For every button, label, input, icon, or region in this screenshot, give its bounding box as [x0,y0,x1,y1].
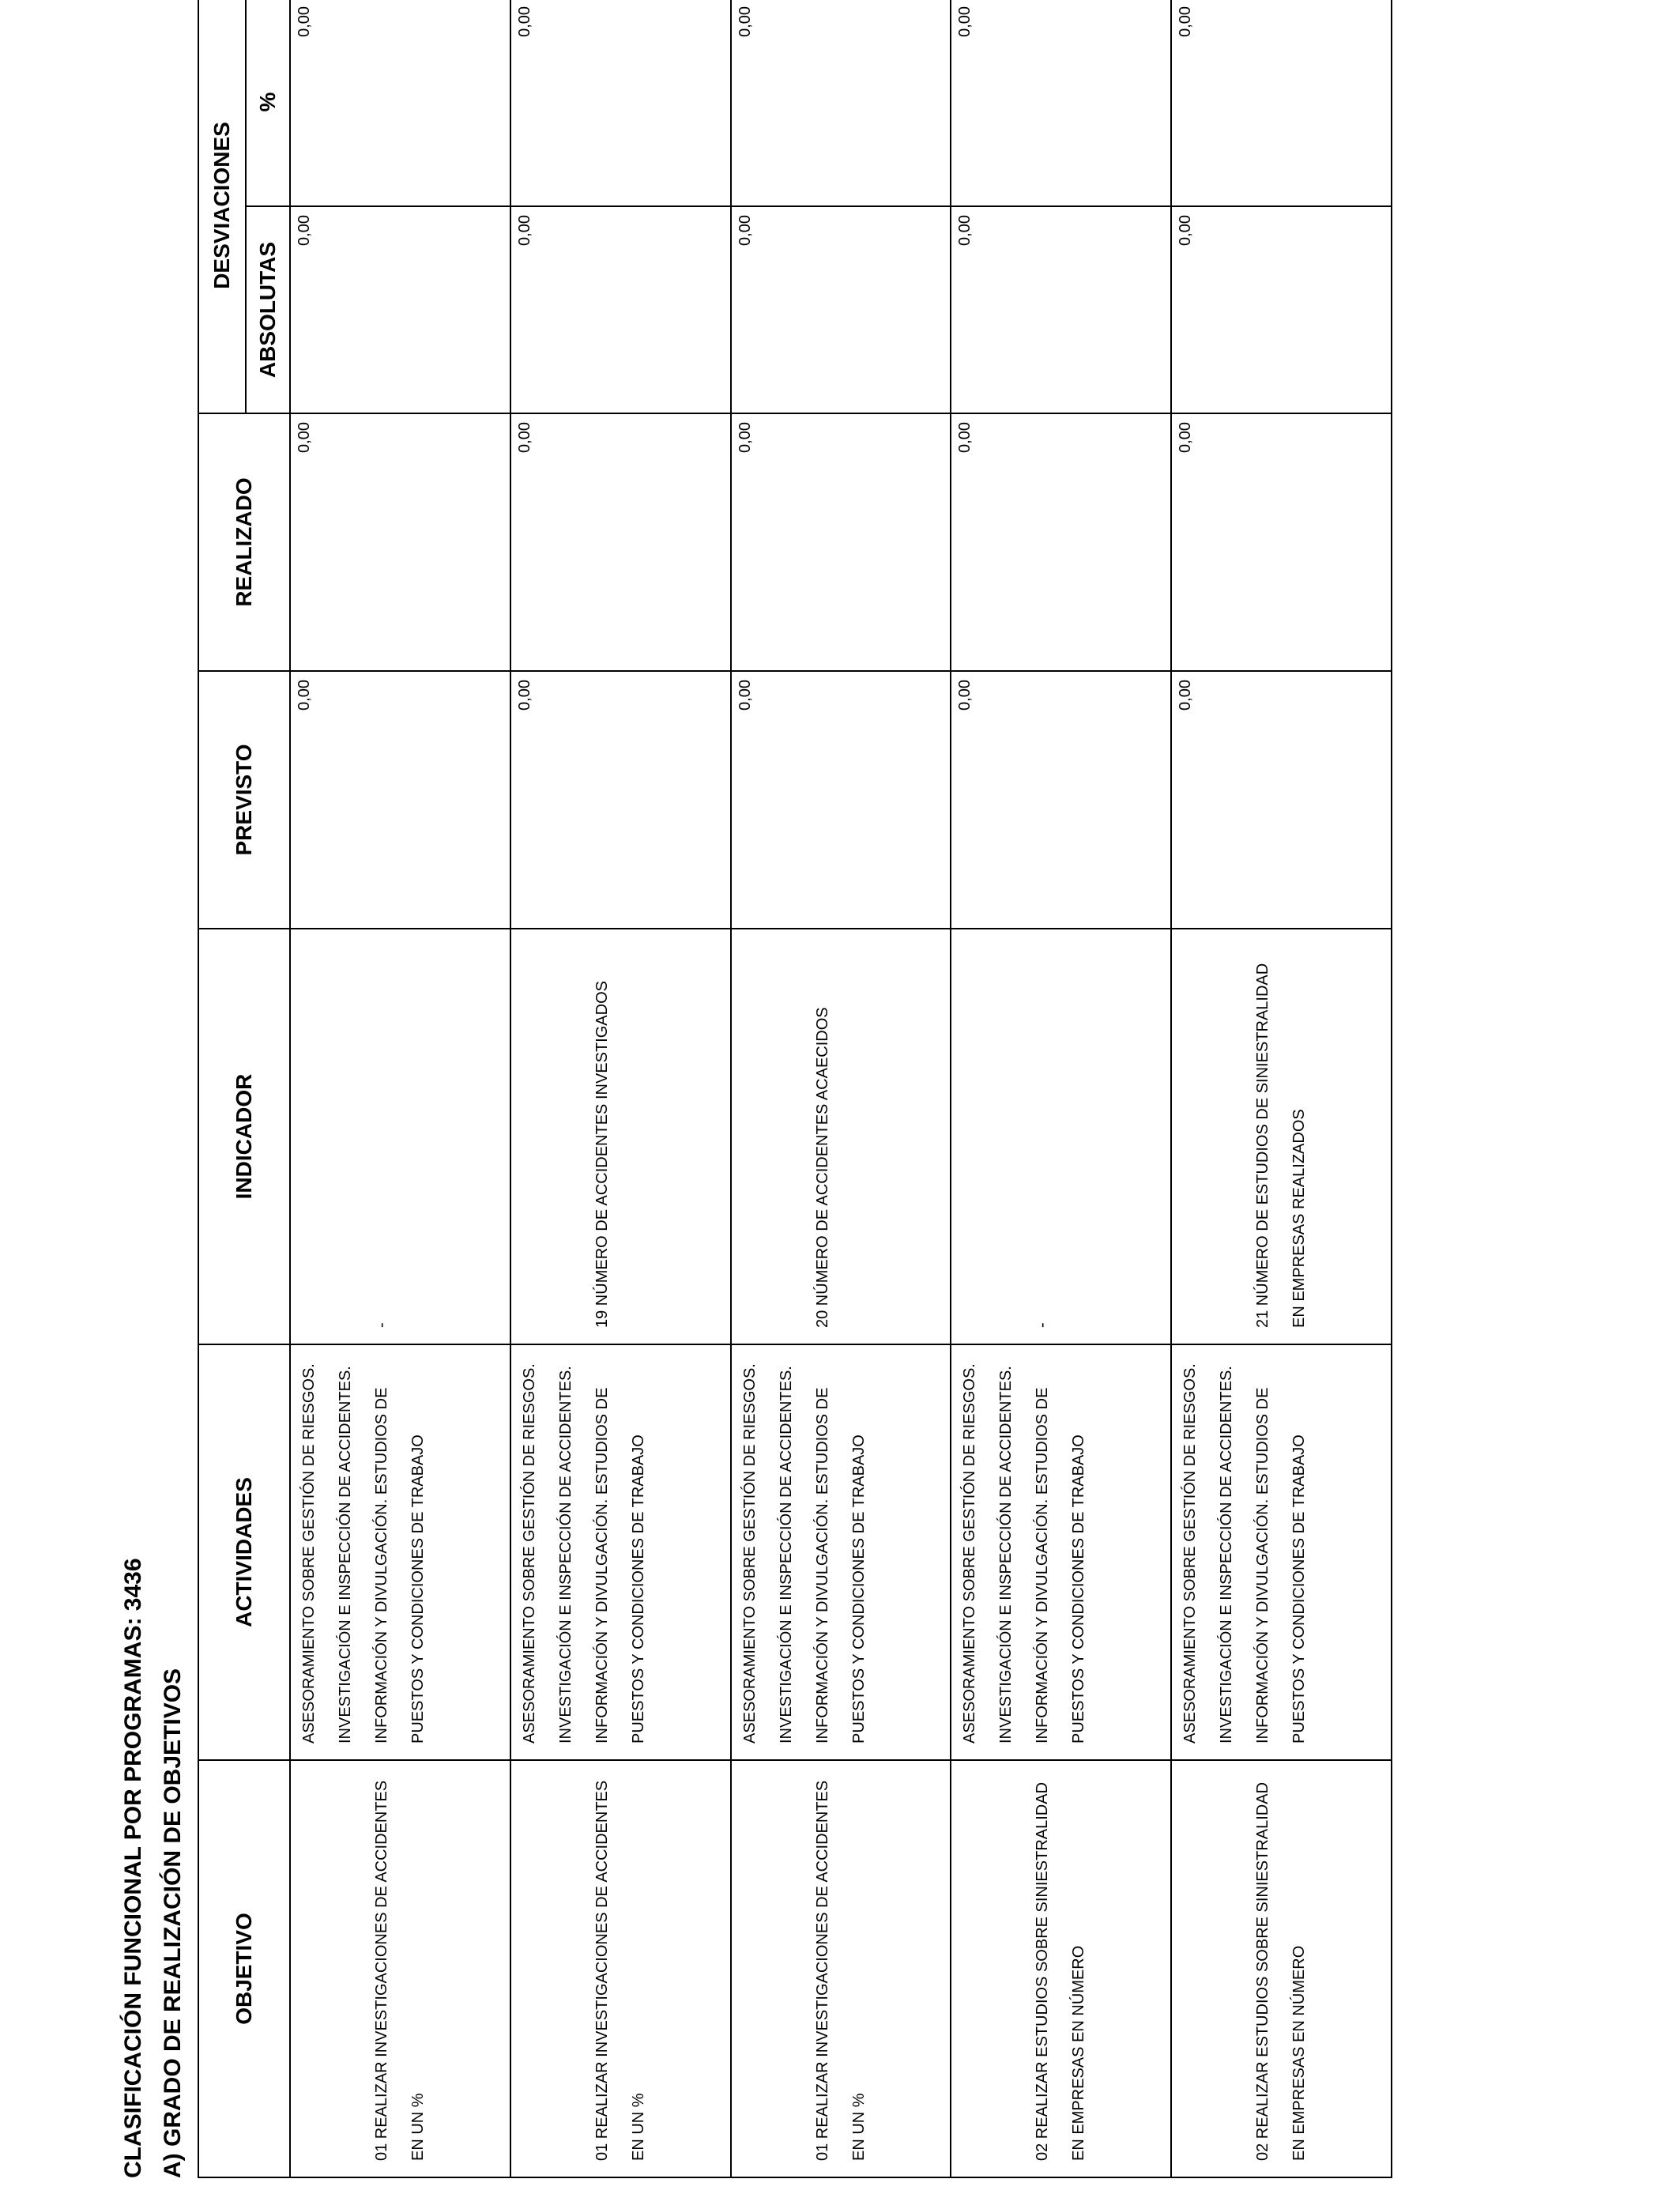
cell-objetivo [951,1760,1171,2177]
col-header-absolutas: ABSOLUTAS [246,206,290,413]
table-row [951,0,1171,2177]
cell-indicador [510,929,731,1344]
section-title: A) GRADO DE REALIZACIÓN DE OBJETIVOS [160,1668,186,2178]
cell-pct: 0,00 [510,0,731,206]
col-header-actividades: ACTIVIDADES [198,1344,290,1760]
table-row [290,0,510,2177]
cell-indicador [1171,929,1392,1344]
cell-actividades [1171,1344,1392,1760]
table-header-row [198,0,246,2177]
cell-pct: 0,00 [731,0,951,206]
cell-text: - [1034,1322,1052,1328]
table-row [731,0,951,2177]
cell-objetivo [731,1760,951,2177]
objectives-table [198,0,1392,2178]
cell-text: ASESORAMIENTO SOBRE GESTIÓN DE RIESGOS. INVESTIGACIÓN E INSPECCIÓN DE ACCIDENTES. INFORMACIÓN Y DIVULGACIÓN. ESTUDIOS DE PUESTOS Y CONDICIONES DE TRABAJO [1181,1363,1309,1744]
cell-text: - [373,1322,390,1328]
table-row [510,0,731,2177]
cell-text: ASESORAMIENTO SOBRE GESTIÓN DE RIESGOS. INVESTIGACIÓN E INSPECCIÓN DE ACCIDENTES. INFORMACIÓN Y DIVULGACIÓN. ESTUDIOS DE PUESTOS Y CONDICIONES DE TRABAJO [740,1363,868,1744]
cell-absolutas: 0,00 [1171,206,1392,413]
cell-text: 01 REALIZAR INVESTIGACIONES DE ACCIDENTES EN UN % [593,1780,647,2161]
cell-objetivo [290,1760,510,2177]
cell-absolutas: 0,00 [951,206,1171,413]
cell-actividades [731,1344,951,1760]
cell-objetivo [510,1760,731,2177]
cell-pct: 0,00 [951,0,1171,206]
cell-text: 21 NÚMERO DE ESTUDIOS DE SINIESTRALIDAD EN EMPRESAS REALIZADOS [1254,963,1309,1328]
cell-indicador [731,929,951,1344]
cell-actividades [510,1344,731,1760]
col-header-indicador: INDICADOR [198,929,290,1344]
cell-realizado: 0,00 [951,413,1171,671]
cell-previsto: 0,00 [290,671,510,929]
cell-previsto: 0,00 [731,671,951,929]
cell-absolutas: 0,00 [510,206,731,413]
cell-indicador [290,929,510,1344]
cell-absolutas: 0,00 [290,206,510,413]
cell-text: 19 NÚMERO DE ACCIDENTES INVESTIGADOS [593,981,611,1328]
cell-previsto: 0,00 [1171,671,1392,929]
cell-text: ASESORAMIENTO SOBRE GESTIÓN DE RIESGOS. INVESTIGACIÓN E INSPECCIÓN DE ACCIDENTES. INFORMACIÓN Y DIVULGACIÓN. ESTUDIOS DE PUESTOS Y CONDICIONES DE TRABAJO [520,1363,647,1744]
cell-text: 02 REALIZAR ESTUDIOS SOBRE SINIESTRALIDAD EN EMPRESAS EN NÚMERO [1254,1781,1309,2161]
cell-previsto: 0,00 [951,671,1171,929]
col-header-desviaciones: DESVIACIONES [198,0,246,413]
col-header-previsto: PREVISTO [198,671,290,929]
cell-text: 02 REALIZAR ESTUDIOS SOBRE SINIESTRALIDAD EN EMPRESAS EN NÚMERO [1034,1781,1088,2161]
cell-previsto: 0,00 [510,671,731,929]
cell-text: 20 NÚMERO DE ACCIDENTES ACAECIDOS [813,1007,831,1328]
cell-actividades [290,1344,510,1760]
cell-pct: 0,00 [290,0,510,206]
table-row [1171,0,1392,2177]
cell-realizado: 0,00 [290,413,510,671]
page-title: CLASIFICACIÓN FUNCIONAL POR PROGRAMAS: 3436 [120,1558,146,2178]
col-header-objetivo: OBJETIVO [198,1760,290,2177]
cell-indicador [951,929,1171,1344]
cell-absolutas: 0,00 [731,206,951,413]
cell-realizado: 0,00 [1171,413,1392,671]
cell-text: ASESORAMIENTO SOBRE GESTIÓN DE RIESGOS. INVESTIGACIÓN E INSPECCIÓN DE ACCIDENTES. INFORMACIÓN Y DIVULGACIÓN. ESTUDIOS DE PUESTOS Y CONDICIONES DE TRABAJO [961,1363,1088,1744]
col-header-realizado: REALIZADO [198,413,290,671]
cell-text: 01 REALIZAR INVESTIGACIONES DE ACCIDENTES EN UN % [373,1780,427,2161]
cell-objetivo [1171,1760,1392,2177]
cell-pct: 0,00 [1171,0,1392,206]
cell-realizado: 0,00 [731,413,951,671]
col-header-pct: % [246,0,290,206]
cell-actividades [951,1344,1171,1760]
cell-realizado: 0,00 [510,413,731,671]
cell-text: ASESORAMIENTO SOBRE GESTIÓN DE RIESGOS. INVESTIGACIÓN E INSPECCIÓN DE ACCIDENTES. INFORMACIÓN Y DIVULGACIÓN. ESTUDIOS DE PUESTOS Y CONDICIONES DE TRABAJO [300,1363,427,1744]
cell-text: 01 REALIZAR INVESTIGACIONES DE ACCIDENTES EN UN % [813,1780,868,2161]
